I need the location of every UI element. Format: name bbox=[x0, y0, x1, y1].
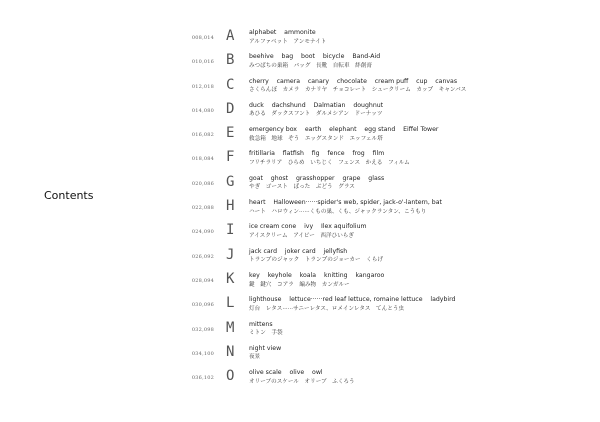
section-letter: K bbox=[226, 270, 235, 287]
entry-japanese: みつばちの巣箱 バッグ 長靴 自転車 絆創膏 bbox=[249, 62, 372, 69]
entry-japanese: オリーブのスケール オリーブ ふくろう bbox=[249, 378, 355, 385]
toc-row bbox=[0, 221, 600, 245]
entry-japanese: アイスクリーム アイビー 西洋ひいらぎ bbox=[249, 232, 354, 239]
contents-heading: Contents bbox=[44, 189, 94, 202]
page-numbers: 016,082 bbox=[191, 132, 214, 139]
toc-row bbox=[0, 100, 600, 124]
section-letter: G bbox=[226, 173, 235, 190]
entry-english: goat ghost grasshopper grape glass bbox=[249, 174, 385, 182]
page-numbers: 020,086 bbox=[191, 180, 214, 187]
section-letter: F bbox=[226, 149, 235, 166]
toc-row bbox=[0, 51, 600, 75]
entry-words bbox=[249, 272, 384, 289]
page-numbers: 026,092 bbox=[191, 253, 214, 260]
entry-words bbox=[249, 126, 438, 143]
toc-row bbox=[0, 197, 600, 221]
entry-words bbox=[249, 53, 380, 70]
table-of-contents bbox=[0, 27, 600, 391]
entry-english: duck dachshund Dalmatian doughnut bbox=[249, 101, 384, 109]
toc-row bbox=[0, 319, 600, 343]
entry-words bbox=[249, 223, 367, 240]
page-numbers: 028,094 bbox=[191, 277, 214, 284]
entry-english: cherry camera canary chocolate cream puff cup canvas bbox=[249, 77, 458, 85]
entry-english: lighthouse lettuce······red leaf lettuce, romaine lettuce ladybird bbox=[249, 296, 456, 304]
page-numbers: 024,090 bbox=[191, 229, 214, 236]
page-numbers: 034,100 bbox=[191, 350, 214, 357]
section-letter: B bbox=[226, 52, 235, 69]
section-letter: I bbox=[226, 222, 235, 239]
section-letter: O bbox=[226, 368, 235, 385]
toc-row bbox=[0, 246, 600, 270]
entry-words bbox=[249, 321, 283, 338]
entry-japanese: 灯台 レタス······サニーレタス、ロメインレタス てんとう虫 bbox=[249, 305, 405, 312]
entry-words bbox=[249, 248, 383, 265]
section-letter: A bbox=[226, 28, 235, 44]
toc-row bbox=[0, 343, 600, 367]
entry-japanese: トランプのジャック トランプのジョーカー くらげ bbox=[249, 257, 383, 264]
entry-japanese: ミトン 手袋 bbox=[249, 330, 283, 337]
entry-words bbox=[249, 150, 410, 167]
entry-words bbox=[249, 296, 455, 313]
entry-english: olive scale olive owl bbox=[249, 369, 323, 377]
page-numbers: 018,084 bbox=[191, 156, 214, 163]
page-numbers: 008,014 bbox=[191, 35, 214, 41]
entry-english: jack card joker card jellyfish bbox=[249, 247, 348, 255]
entry-words bbox=[249, 369, 355, 386]
section-letter: M bbox=[226, 319, 235, 336]
section-letter: L bbox=[226, 295, 235, 312]
page-numbers: 010,016 bbox=[191, 59, 214, 66]
entry-words bbox=[249, 175, 384, 192]
entry-japanese: やぎ ゴースト ばった ぶどう グラス bbox=[249, 184, 355, 191]
section-letter: E bbox=[226, 125, 235, 142]
entry-words bbox=[249, 78, 466, 95]
toc-row bbox=[0, 148, 600, 172]
page-numbers: 022,088 bbox=[191, 205, 214, 212]
toc-row bbox=[0, 76, 600, 100]
entry-japanese: 鍵 鍵穴 コアラ 編み物 カンガルー bbox=[249, 281, 350, 288]
entry-japanese: 救急箱 地球 ぞう エッグスタンド エッフェル塔 bbox=[249, 135, 383, 142]
toc-row bbox=[0, 294, 600, 318]
section-letter: H bbox=[226, 198, 235, 215]
toc-row bbox=[0, 270, 600, 294]
entry-japanese: フリチラリア ひらめ いちじく フェンス かえる フィルム bbox=[249, 160, 410, 167]
entry-japanese: ハート ハロウィン······くもの巣、くも、ジャックランタン、こうもり bbox=[249, 208, 427, 215]
page-numbers: 030,096 bbox=[191, 302, 214, 309]
section-letter: N bbox=[226, 343, 235, 360]
section-letter: D bbox=[226, 100, 235, 117]
entry-japanese: アルファベット アンモナイト bbox=[249, 38, 327, 45]
entry-words bbox=[249, 345, 281, 362]
entry-english: alphabet ammonite bbox=[249, 29, 316, 36]
entry-japanese: あひる ダックスフント ダルメシアン ドーナッツ bbox=[249, 111, 383, 118]
entry-english: night view bbox=[249, 344, 282, 352]
toc-row bbox=[0, 367, 600, 391]
entry-japanese: さくらんぼ カメラ カナリヤ チョコレート シュークリーム カップ キャンバス bbox=[249, 87, 467, 94]
entry-english: beehive bag boot bicycle Band-Aid bbox=[249, 53, 381, 61]
entry-english: ice cream cone ivy Ilex aquifolium bbox=[249, 223, 367, 231]
section-letter: C bbox=[226, 76, 235, 93]
entry-english: emergency box earth elephant egg stand Eiffel Tower bbox=[249, 126, 439, 134]
entry-words bbox=[249, 102, 383, 119]
entry-words bbox=[249, 29, 326, 46]
entry-english: mittens bbox=[249, 320, 273, 328]
toc-row bbox=[0, 124, 600, 148]
entry-english: fritillaria flatfish fig fence frog film bbox=[249, 150, 385, 158]
page-numbers: 014,080 bbox=[191, 107, 214, 114]
toc-row bbox=[0, 173, 600, 197]
section-letter: J bbox=[226, 246, 235, 263]
entry-japanese: 夜景 bbox=[249, 354, 261, 361]
page-numbers: 012,018 bbox=[191, 83, 214, 90]
entry-english: key keyhole koala knitting kangaroo bbox=[249, 271, 385, 279]
page-numbers: 036,102 bbox=[191, 375, 214, 382]
entry-words bbox=[249, 199, 442, 216]
entry-english: heart Halloween······spider's web, spider, jack-o'-lantern, bat bbox=[249, 199, 442, 207]
toc-row bbox=[0, 27, 600, 51]
page-numbers: 032,098 bbox=[191, 326, 214, 333]
